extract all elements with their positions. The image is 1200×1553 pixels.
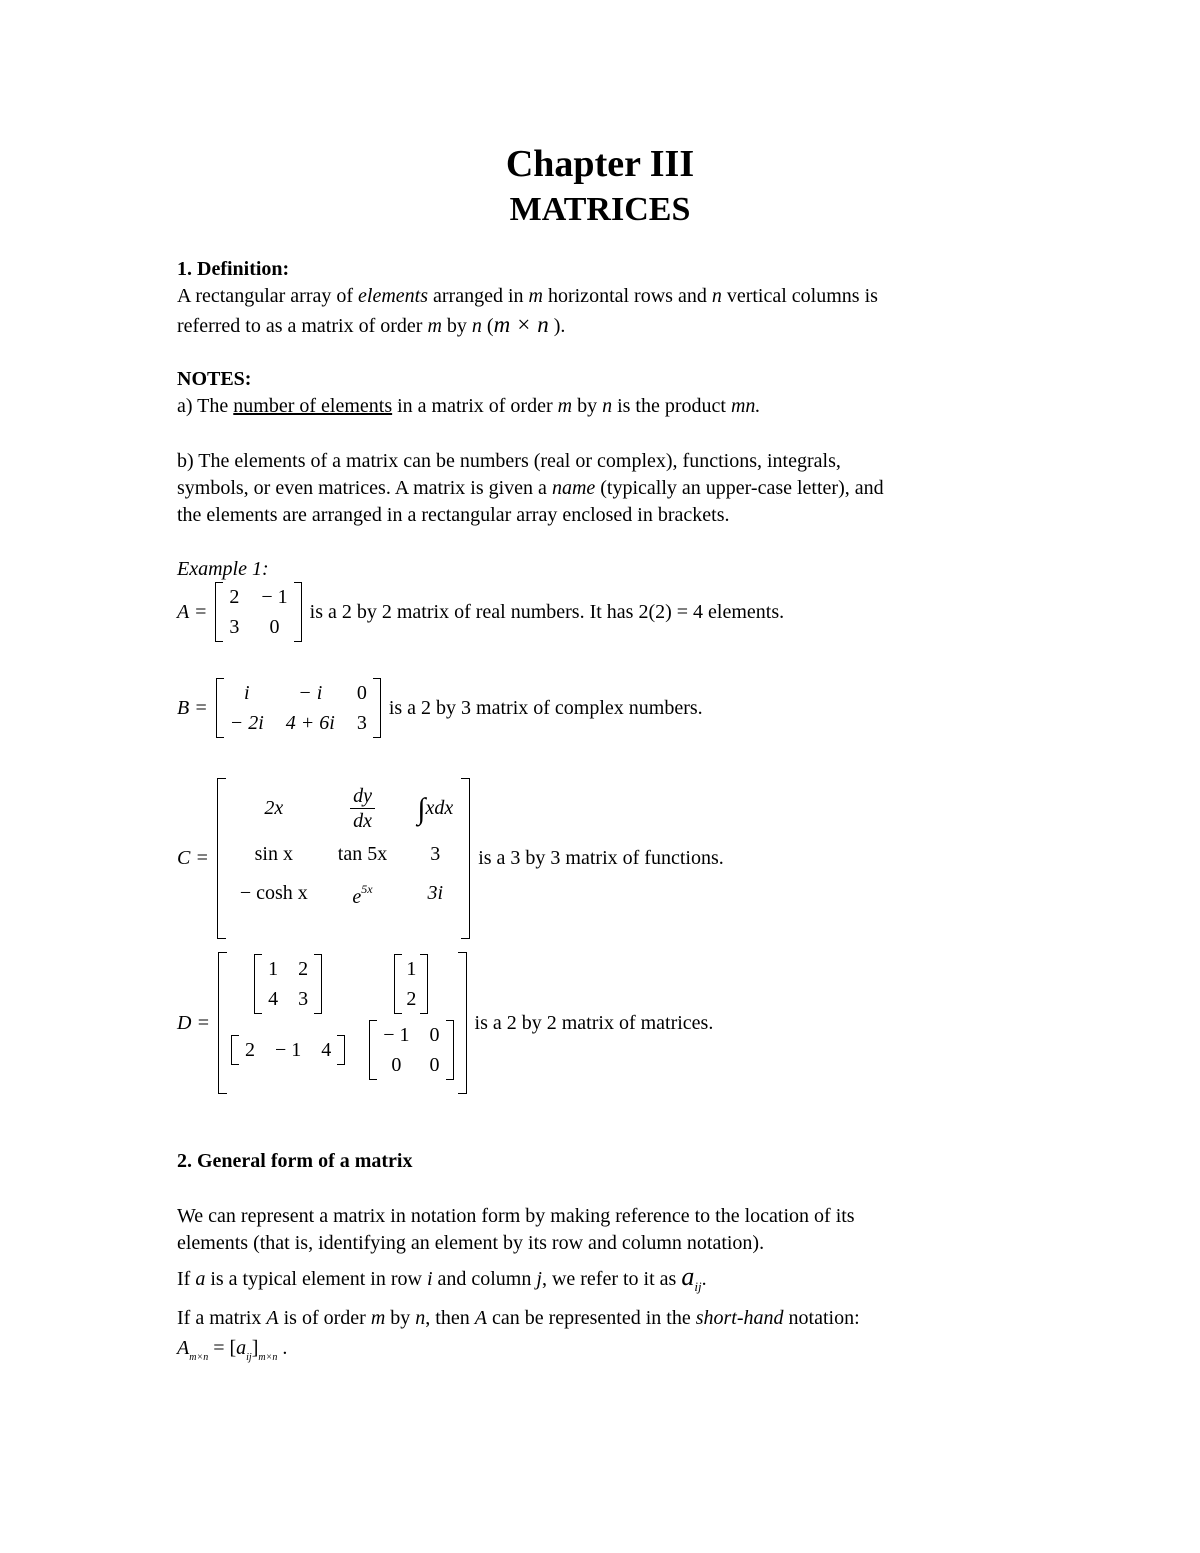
notes-heading: NOTES: — [177, 368, 252, 390]
matrix-c-description: is a 3 by 3 matrix of functions. — [478, 847, 724, 869]
matrix-b-description: is a 2 by 3 matrix of complex numbers. — [388, 696, 703, 719]
matrix-cell: 3 — [430, 843, 441, 865]
matrix-cell: tan 5x — [337, 843, 388, 865]
matrix-b-name: B = — [177, 696, 208, 719]
matrix-c — [217, 778, 470, 939]
chapter-subject: MATRICES — [509, 191, 691, 228]
definition-line-1: A rectangular array of elements arranged in m horizontal rows and n vertical columns is — [177, 285, 878, 307]
submatrix-11: 1 2 4 3 — [254, 954, 322, 1014]
matrix-cell: 2 — [229, 586, 240, 608]
chapter-title: Chapter III — [505, 143, 695, 185]
matrix-d-equation — [177, 952, 713, 1094]
matrix-c-name: C = — [177, 847, 209, 869]
matrix-a-equation — [177, 582, 784, 642]
matrix-cell: i — [243, 682, 250, 704]
general-form-paragraph-3: If a is a typical element in row i and column j, we refer to it as $a_{ij}$. — [177, 1262, 707, 1294]
section-definition-heading: 1. Definition: — [177, 258, 290, 280]
submatrix-22: − 1 0 0 0 — [369, 1020, 453, 1080]
note-b-line-3: the elements are arranged in a rectangular array enclosed in brackets. — [177, 504, 730, 526]
matrix-a-name: A = — [177, 600, 208, 623]
derivative-fraction: $\frac{dy}{dx}$ — [350, 784, 375, 833]
general-form-paragraph-1: We can represent a matrix in notation form by making reference to the location of its — [177, 1205, 855, 1227]
matrix-cell: − cosh x — [239, 882, 308, 904]
submatrix-12: 1 2 — [394, 954, 428, 1014]
matrix-cell: − 1 — [261, 586, 288, 608]
matrix-cell: 3 — [229, 616, 240, 638]
note-a: a) The number of elements in a matrix of order m by n is the product mn. — [177, 395, 761, 417]
matrix-b-equation — [177, 678, 703, 738]
note-b-line-1: b) The elements of a matrix can be numbers (real or complex), functions, integrals, — [177, 450, 841, 472]
matrix-d — [218, 952, 467, 1094]
matrix-cell: − i — [298, 682, 323, 704]
matrix-d-name: D = — [177, 1011, 210, 1034]
matrix-cell: 3i — [427, 882, 443, 904]
example-label: Example 1: — [177, 558, 269, 580]
note-b-line-2: symbols, or even matrices. A matrix is given a name (typically an upper-case letter), and — [177, 477, 884, 499]
matrix-d-description: is a 2 by 2 matrix of matrices. — [474, 1011, 714, 1034]
matrix-c-equation — [177, 778, 724, 939]
matrix-cell: sin x — [254, 843, 293, 865]
integral-cell: ∫xdx — [417, 792, 454, 826]
matrix-a — [215, 582, 301, 642]
shorthand-formula: $A_{m\times n} = [a_{ij}]_{m\times n}$ . — [177, 1337, 288, 1363]
matrix-cell: 0 — [356, 682, 367, 704]
matrix-cell: 4 + 6i — [285, 712, 335, 734]
submatrix-21: 2 − 1 4 — [231, 1035, 345, 1065]
matrix-a-description: is a 2 by 2 matrix of real numbers. It has 2(2) = 4 elements. — [309, 600, 785, 623]
general-form-paragraph-4: If a matrix A is of order m by n, then A can be represented in the short-hand notation: — [177, 1307, 860, 1329]
general-form-paragraph-2: elements (that is, identifying an element by its row and column notation). — [177, 1232, 765, 1254]
matrix-cell: 3 — [356, 712, 367, 734]
matrix-cell: 0 — [269, 616, 280, 638]
definition-line-2: referred to as a matrix of order m by n (m × n ). — [177, 312, 566, 337]
matrix-cell: − 2i — [229, 712, 264, 734]
matrix-cell: $e^{5x}$ — [352, 882, 373, 908]
section-general-form-heading: 2. General form of a matrix — [177, 1150, 413, 1172]
matrix-b — [216, 678, 381, 738]
matrix-cell: 2x — [264, 797, 284, 819]
